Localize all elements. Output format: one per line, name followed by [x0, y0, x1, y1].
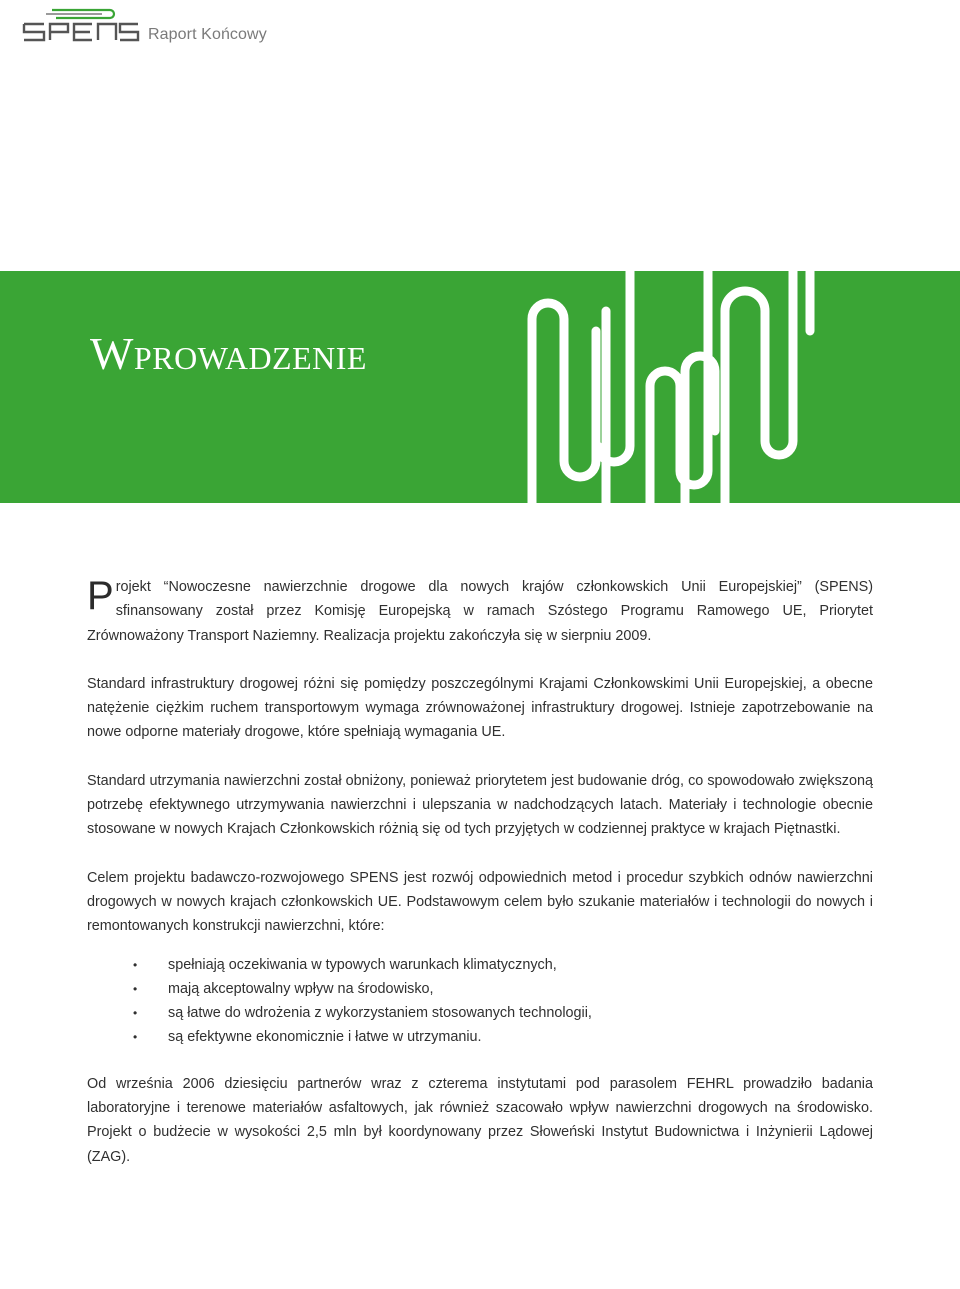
list-item — [133, 1001, 873, 1025]
list-item — [133, 953, 873, 977]
paperclip-decoration — [510, 271, 840, 503]
report-title: Raport Końcowy — [148, 26, 267, 43]
paragraph-2: Standard infrastruktury drogowej różni się pomiędzy poszczególnymi Krajami Członkowskimi Unii Europejskiej, a obecne natężenie ciężkim ruchem transportowym wymaga zrównoważonej infrastruktury drogowej. Istnieje zapotrzebowanie na nowe odporne materiały drogowe, które spełniają wymagania UE. — [87, 675, 873, 741]
page-header — [22, 6, 422, 48]
intro-text: rojekt “Nowoczesne nawierzchnie drogowe dla nowych krajów członkowskich Unii Europejskiej” (SPENS) sfinansowany został przez Komisję Europejską w ramach Szóstego Programu Ramowego UE, Priorytet Zrównoważony Transport Naziemny. Realizacja projektu zakończyła się w sierpniu 2009. — [87, 579, 873, 644]
list-item — [133, 1025, 873, 1049]
main-content — [87, 575, 873, 1193]
bullet-icon: • — [133, 1006, 138, 1021]
list-item-text: są efektywne ekonomicznie i łatwe w utrzymaniu. — [168, 1029, 482, 1046]
list-item — [133, 977, 873, 1001]
section-title-initial: W — [90, 328, 134, 379]
bullet-icon: • — [133, 1030, 138, 1045]
list-item-text: mają akceptowalny wpływ na środowisko, — [168, 980, 434, 997]
requirements-list — [87, 953, 873, 1050]
bullet-icon: • — [133, 981, 138, 996]
paragraph-4: Celem projektu badawczo-rozwojowego SPENS jest rozwój odpowiednich metod i procedur szybkich odnów nawierzchni drogowych w nowych krajach członkowskich UE. Podstawowym celem było szukanie materiałów i technologii do nowych i remontowanych konstrukcji nawierzchni, które: — [87, 869, 873, 935]
drop-cap: P — [87, 574, 114, 618]
section-title — [90, 327, 367, 380]
spens-logo — [22, 6, 140, 46]
bullet-icon: • — [133, 957, 138, 972]
paragraph-5: Od września 2006 dziesięciu partnerów wraz z czterema instytutami pod parasolem FEHRL prowadziło badania laboratoryjne i terenowe materiałów asfaltowych, jak również szacowało wpływ nawierzchni drogowych na środowisko. Projekt o budżecie w wysokości 2,5 mln był koordynowany przez Słoweński Instytut Budownictwa i Inżynierii Lądowej (ZAG). — [87, 1075, 873, 1165]
intro-paragraph — [87, 575, 873, 648]
section-banner — [0, 271, 960, 503]
section-title-rest: PROWADZENIE — [133, 340, 367, 376]
list-item-text: spełniają oczekiwania w typowych warunkach klimatycznych, — [168, 956, 557, 973]
paragraph-3: Standard utrzymania nawierzchni został obniżony, ponieważ priorytetem jest budowanie dróg, co spowodowało zwiększoną potrzebę efektywnego utrzymywania nawierzchni i ulepszania w nadchodzących latach. Materiały i technologie obecnie stosowane w nowych Krajach Członkowskich różnią się od tych przyjętych w codziennej praktyce w krajach Piętnastki. — [87, 772, 873, 838]
list-item-text: są łatwe do wdrożenia z wykorzystaniem stosowanych technologii, — [168, 1005, 592, 1022]
